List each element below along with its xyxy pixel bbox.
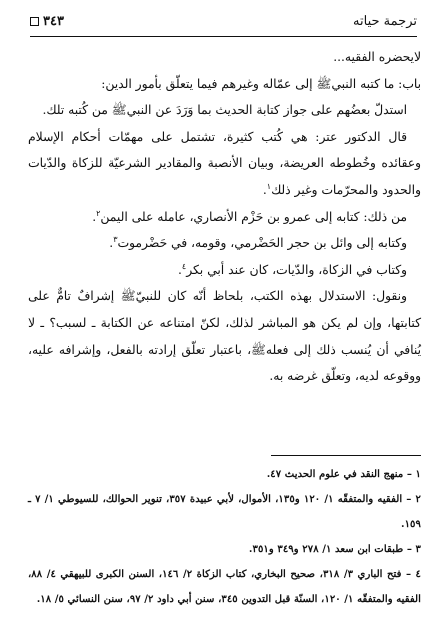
page-number-box bbox=[30, 14, 64, 29]
chapter-title: ترجمة حياته bbox=[353, 13, 417, 29]
footnote-separator bbox=[271, 455, 421, 456]
footnote-ref: ١ bbox=[266, 181, 272, 191]
paragraph: قال الدكتور عتر: هي كُتب كثيرة، تشتمل على مهمّات أحكام الإسلام وعقائده وخُطوطه العريضة، وبيان الأنصبة والمقادير الشرعيّة للزكاة والدّيات والحدود والمحرّمات وغير ذلك$^١$. bbox=[28, 129, 421, 197]
running-header bbox=[30, 6, 417, 37]
section-heading: باب: ما كتبه النبيﷺ إلى عمّاله وغيرهم فيما يتعلّق بأمور الدين: bbox=[101, 76, 421, 91]
paragraph: لايحضره الفقيه... bbox=[333, 50, 421, 64]
footnote: ١ – منهج النقد في علوم الحديث ٤٧. bbox=[266, 468, 421, 480]
footnote-ref: ٢ bbox=[96, 208, 101, 218]
page-number: ٣٤٣ bbox=[43, 13, 64, 29]
footnote: ٣ – طبقات ابن سعد ١/ ٢٧٨ و٣٤٩ و٣٥١. bbox=[248, 543, 421, 555]
footnote-ref: ٤ bbox=[181, 261, 187, 271]
paragraph: من ذلك: كتابه إلى عمرو بن حَزْم الأنصاري، عامله على اليمن$^٢$. bbox=[92, 208, 407, 224]
paragraph: استدلّ بعضُهم على جواز كتابة الحديث بما وَرَدَ عن النبيﷺ من كُتبه تلك. bbox=[42, 103, 407, 118]
paragraph: وكتاب في الزكاة، والدّيات، كان عند أبي بكر$^٤$. bbox=[178, 261, 407, 277]
footnote-ref: ٣ bbox=[113, 235, 118, 245]
main-text bbox=[28, 44, 421, 390]
footnote: ٤ – فتح الباري ٣/ ٣١٨، صحيح البخاري، كتاب الزكاة ٢/ ١٤٦، السنن الكبرى للبيهقي ٤/ ٨٨، الفقيه والمتفقّه ١/ ١٢٠، السنّة قبل التدوين ٣٤٥، سنن أبي داود ٢/ ٩٧، سنن النسائي ٥/ ١٨. bbox=[28, 568, 421, 605]
footnotes bbox=[28, 462, 421, 612]
square-icon bbox=[30, 17, 39, 26]
paragraph: ونقول: الاستدلال بهذه الكتب، بلحاظ أنّه كان للنبيّﷺ إشرافٌ تامٌّ على كتابتها، وإن لم يكن هو المباشر لذلك، لكنّ امتناعه عن الكتابة ـ لسبب؟ ـ لا يُنافي أن يُنسب ذلك إلى فعلهﷺ، باعتبار تعلّق إرادته بالفعل، وإشرافه عليه، ووقوعه لديه، وتعلّق غرضه به. bbox=[28, 289, 421, 384]
paragraph: وكتابه إلى وائل بن حجر الحَضْرمي، وقومه، في حَضْرموت$^٣$. bbox=[109, 235, 407, 251]
footnote: ٢ – الفقيه والمتفقّه ١/ ١٢٠ و١٣٥، الأموال، لأبي عبيدة ٣٥٧، تنوير الحوالك، للسيوطي ١/ ٧ ـ ١٥٩. bbox=[28, 493, 421, 530]
